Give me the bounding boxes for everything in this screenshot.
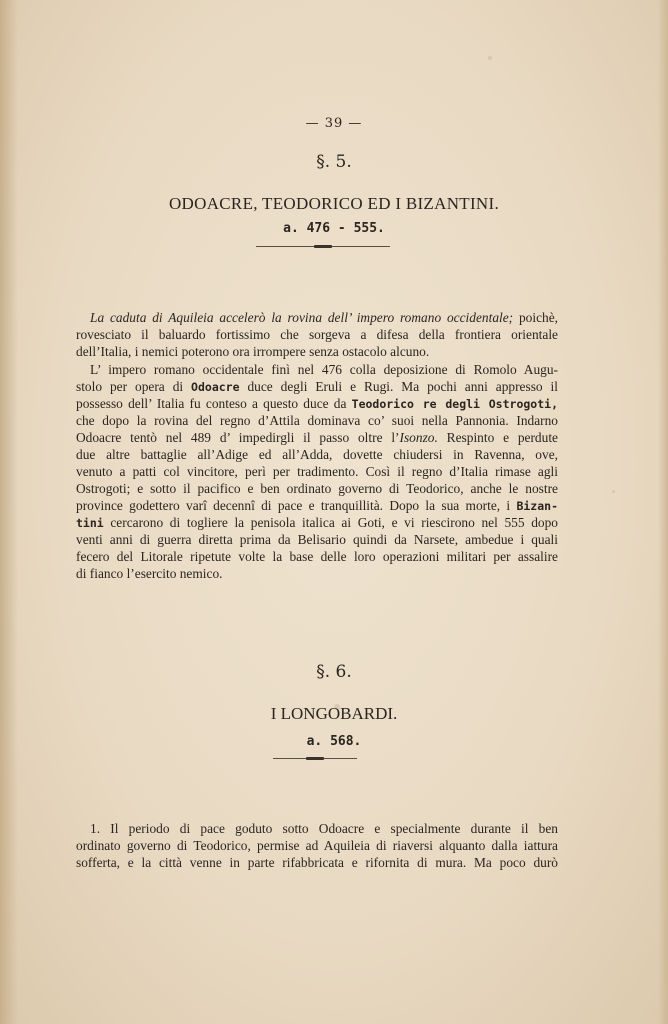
paragraph-2-line-12: fecero del Litorale ripetute volte la base delle loro operazioni militari per assalire [76, 549, 558, 564]
text-run: possesso dell’ Italia fu conteso a questo duce da [76, 396, 352, 411]
paragraph-3-line-1: 1. Il periodo di pace goduto sotto Odoacre e specialmente durante il ben [90, 821, 558, 836]
paragraph-1-line-2: rovesciato il baluardo fortissimo che sorgeva a difesa della frontiera orientale [76, 327, 558, 342]
page-number: — 39 — [305, 116, 363, 131]
text-run: cercarono di togliere la penisola italica ai Goti, e vi riescirono nel 555 dopo [103, 515, 558, 530]
text-run: province godettero varî decennî di pace e tranquillità. Dopo la sua morte, i [76, 498, 517, 513]
text-run: Odoacre tentò nel 489 d’ impedirgli il passo oltre l’ [76, 430, 400, 445]
paragraph-2-line-4: che dopo la rovina del regno d’Attila dominava co’ suoi nella Pannonia. Indarno [76, 413, 558, 428]
text-run: Respinto e perdute [437, 430, 558, 445]
bold-name: Teodorico re degli Ostrogoti, [351, 397, 558, 411]
paragraph-3-line-2: ordinato governo di Teodorico, permise ad Aquileia di riaversi alquanto dalla iattura [76, 838, 558, 853]
paragraph-2-line-10 [76, 515, 558, 531]
paragraph-2-line-5 [76, 430, 558, 445]
paragraph-2-line-1: L’ impero romano occidentale finì nel 476 colla deposizione di Romolo Augu- [90, 362, 558, 377]
italic-phrase: La caduta di Aquileia accelerò la rovina dell’ impero romano occidentale; [90, 310, 514, 325]
text-run: stolo per opera di [76, 379, 192, 394]
paper-spot [488, 56, 492, 60]
paragraph-3-line-3: sofferta, e la città venne in parte rifabbricata e rifornita di mura. Ma poco durò [76, 855, 558, 870]
section-5-divider-ornament [314, 245, 332, 248]
paragraph-1-line-1 [76, 310, 558, 325]
paragraph-2-line-11: venti anni di guerra diretta prima da Belisario quindi da Narsete, ambedue i quali [76, 532, 558, 547]
text-run: poichè, [513, 310, 558, 325]
paragraph-2-line-7: venuto a patti col vincitore, perì per tradimento. Così il regno d’Italia rimase agli [76, 464, 558, 479]
paragraph-2-line-9 [76, 498, 558, 514]
paragraph-2-line-2 [76, 379, 558, 395]
paragraph-2-line-6: due altre battaglie all’Adige ed all’Adda, dovette chiudersi in Ravenna, ove, [76, 447, 558, 462]
paragraph-2-line-3 [76, 396, 558, 412]
section-5-title: ODOACRE, TEODORICO ED I BIZANTINI. [168, 194, 500, 213]
section-6-title: I LONGOBARDI. [270, 704, 398, 723]
paragraph-2-line-13: di fianco l’esercito nemico. [76, 566, 223, 581]
bold-name: Odoacre [191, 380, 240, 394]
italic-place: Isonzo. [399, 430, 438, 445]
paragraph-1-line-3: dell’Italia, i nemici poterono ora irrompere senza ostacolo alcuno. [76, 344, 430, 359]
section-6-divider-ornament [306, 757, 324, 760]
section-5-date: a. 476 - 555. [283, 221, 385, 236]
paper-spot [612, 490, 615, 493]
section-6-date: a. 568. [306, 734, 362, 749]
text-run: duce degli Eruli e Rugi. Ma pochi anni appresso il [239, 379, 558, 394]
bold-name: Bizan- [516, 499, 558, 513]
paragraph-2-line-8: Ostrogoti; e sotto il pacifico e ben ordinato governo di Teodorico, anche le nostre [76, 481, 558, 496]
bold-name: tini [76, 516, 104, 530]
section-5-heading: §. 5. [316, 152, 352, 172]
section-6-heading: §. 6. [316, 662, 352, 682]
